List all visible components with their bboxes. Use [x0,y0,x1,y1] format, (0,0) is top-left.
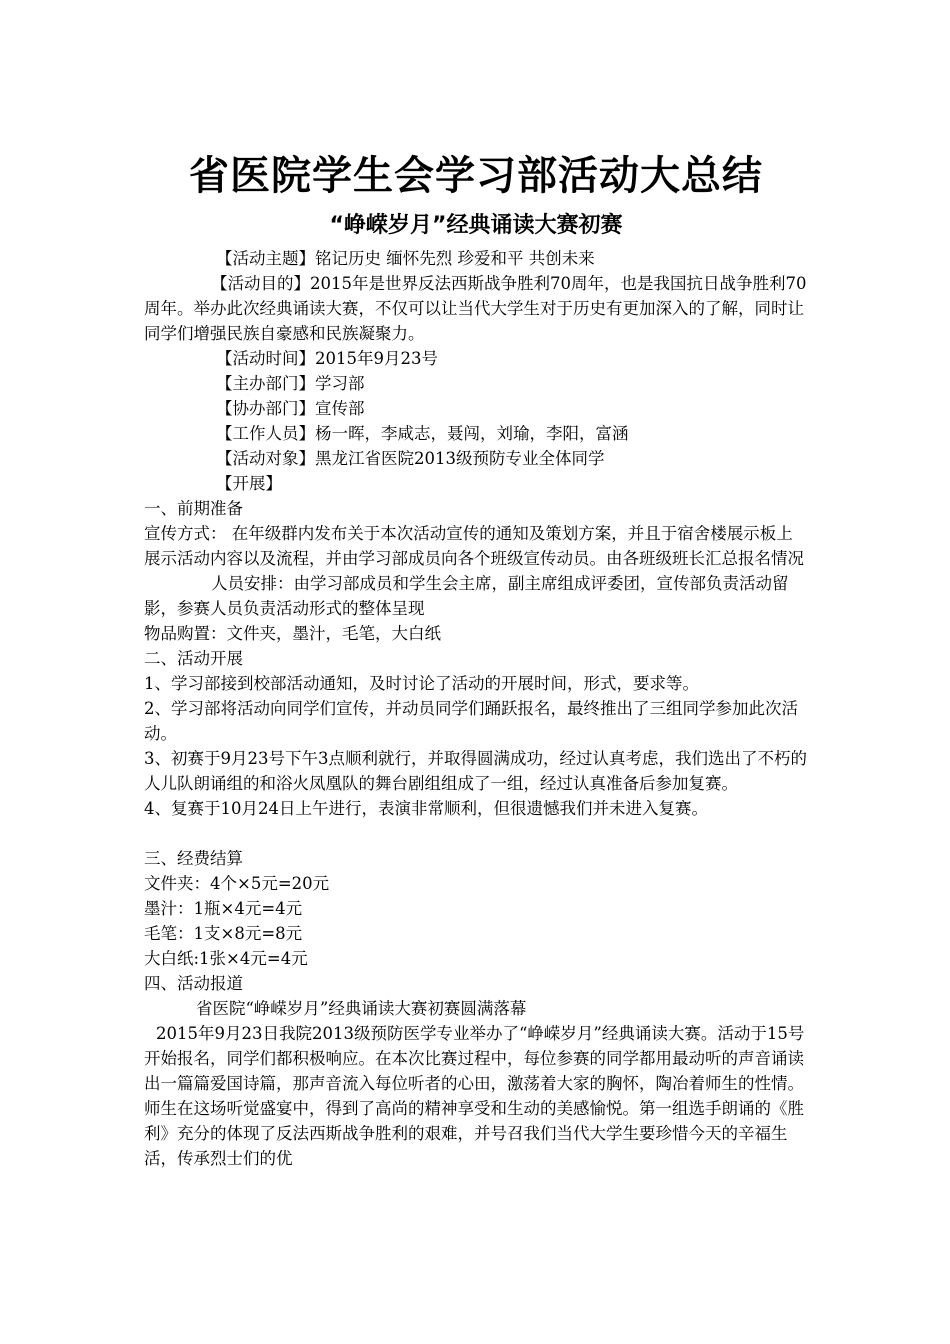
expense-ink: 墨汁：1瓶×4元=4元 [144,899,303,918]
section-heading-report: 四、活动报道 [144,974,243,993]
activity-purpose: 【活动目的】2015年是世界反法西斯战争胜利70周年，也是我国抗日战争胜利70周年。举办此次经典诵读大赛，不仅可以让当代大学生对于历史有更加深入的了解，同时让同学们增强民族自豪感和民族凝聚力。 [144,274,807,343]
activity-item-3: 3、初赛于9月23号下午3点顺利就行，并取得圆满成功，经过认真考虑，我们选出了不朽的人儿队朗诵组的和浴火凤凰队的舞台剧组组成了一组，经过认真准备后参加复赛。 [144,749,807,793]
activity-theme: 【活动主题】铭记历史 缅怀先烈 珍爱和平 共创未来 [216,249,595,268]
document-subtitle: “峥嵘岁月”经典诵读大赛初赛 [329,213,623,238]
expense-paper: 大白纸:1张×4元=4元 [144,949,308,968]
document-body [144,246,808,1171]
document-page [144,148,808,1171]
report-title: 省医院“峥嵘岁月”经典诵读大赛初赛圆满落幕 [196,999,527,1018]
activity-item-4: 4、复赛于10月24日上午进行，表演非常顺利，但很遗憾我们并未进入复赛。 [144,799,708,818]
document-title: 省医院学生会学习部活动大总结 [189,153,763,199]
staff-list: 【工作人员】杨一晖，李咸志，聂闯，刘瑜，李阳，富涵 [216,424,629,443]
section-heading-expenses: 三、经费结算 [144,849,243,868]
expense-folder: 文件夹：4个×5元=20元 [144,874,330,893]
section-heading-activity: 二、活动开展 [144,649,243,668]
develop-heading: 【开展】 [216,474,282,493]
activity-item-1: 1、学习部接到校部活动通知，及时讨论了活动的开展时间，形式，要求等。 [144,674,699,693]
activity-time: 【活动时间】2015年9月23号 [216,349,438,368]
cohost-department: 【协办部门】宣传部 [216,399,365,418]
personnel-arrangement: 人员安排：由学习部成员和学生会主席，副主席组成评委团，宣传部负责活动留影，参赛人员负责活动形式的整体呈现 [144,574,789,618]
activity-target: 【活动对象】黑龙江省医院2013级预防专业全体同学 [216,449,605,468]
activity-item-2: 2、学习部将活动向同学们宣传，并动员同学们踊跃报名，最终推出了三组同学参加此次活动。 [144,699,798,743]
host-department: 【主办部门】学习部 [216,374,365,393]
section-heading-preparation: 一、前期准备 [144,499,243,518]
report-body: 2015年9月23日我院2013级预防医学专业举办了“峥嵘岁月”经典诵读大赛。活动于15号开始报名，同学们都积极响应。在本次比赛过程中，每位参赛的同学都用最动听的声音诵读出一篇篇爱国诗篇，那声音流入每位听者的心田，激荡着大家的胸怀，陶冶着师生的性情。师生在这场听觉盛宴中，得到了高尚的精神享受和生动的美感愉悦。第一组选手朗诵的《胜利》充分的体现了反法西斯战争胜利的艰难，并号召我们当代大学生要珍惜今天的辛福生活，传承烈士们的优 [144,1024,805,1168]
expense-brush: 毛笔：1支×8元=8元 [144,924,303,943]
publicity-method: 宣传方式： 在年级群内发布关于本次活动宣传的通知及策划方案，并且于宿舍楼展示板上展示活动内容以及流程，并由学习部成员向各个班级宣传动员。由各班级班长汇总报名情况 [144,524,804,568]
item-purchase: 物品购置：文件夹，墨汁，毛笔，大白纸 [144,624,441,643]
blank-line [144,821,808,846]
